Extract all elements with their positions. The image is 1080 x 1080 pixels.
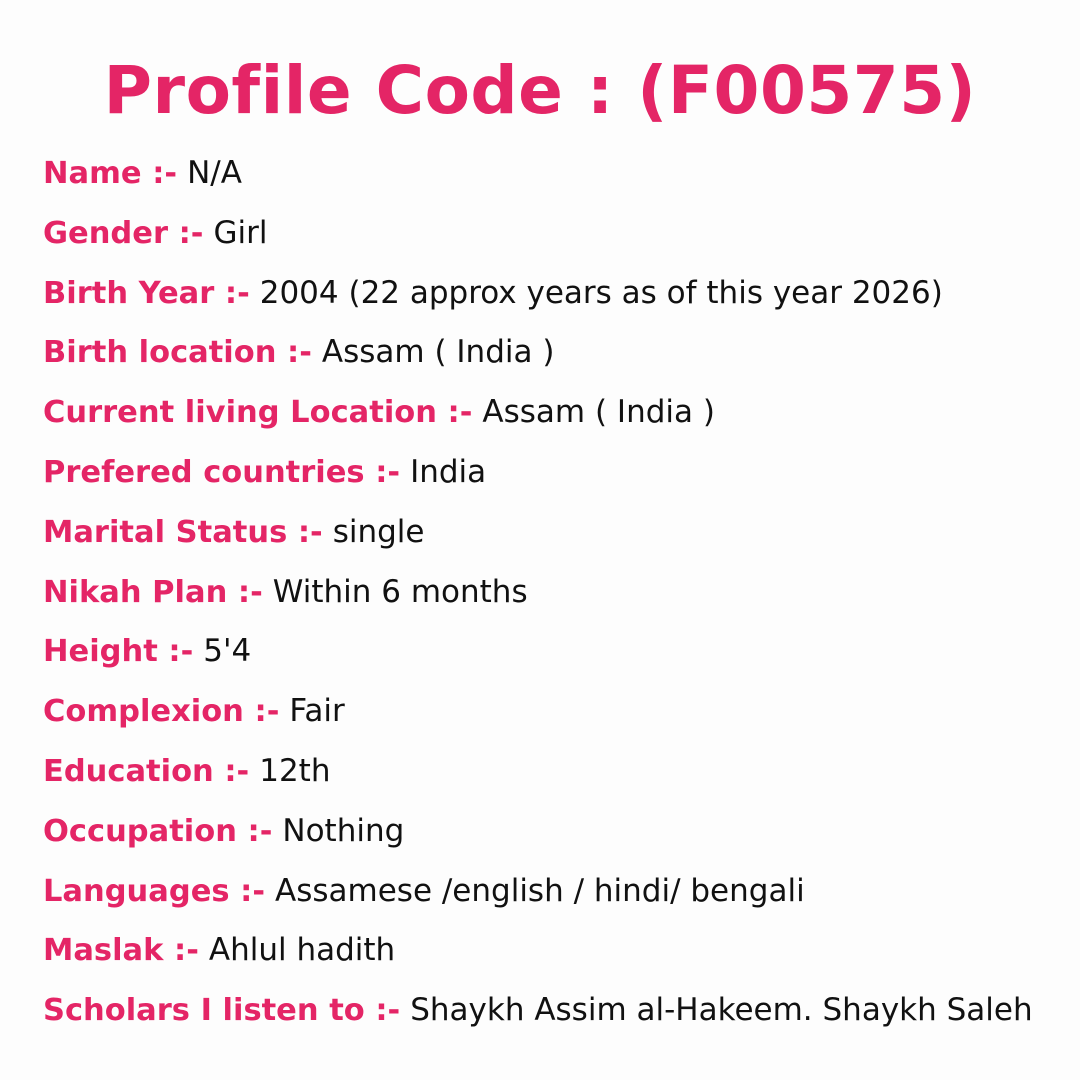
field-label: Current living Location :- — [43, 395, 473, 431]
field-value: 2004 (22 approx years as of this year 2026) — [259, 274, 943, 311]
field-value: Within 6 months — [272, 573, 528, 610]
field-value: 12th — [259, 752, 331, 789]
field-complexion — [43, 688, 1073, 748]
field-value: 5'4 — [203, 633, 252, 670]
field-label: Prefered countries :- — [43, 454, 401, 490]
field-label: Height :- — [43, 634, 194, 670]
field-languages — [43, 868, 1073, 928]
field-scholars — [43, 987, 1073, 1047]
field-value: N/A — [187, 155, 242, 191]
field-height — [43, 628, 1073, 688]
field-label: Birth Year :- — [43, 275, 250, 311]
field-label: Maslak :- — [43, 933, 199, 969]
field-gender — [43, 210, 1073, 270]
field-current-location — [43, 389, 1073, 449]
field-label: Scholars I listen to :- — [43, 993, 401, 1029]
field-label: Languages :- — [43, 873, 266, 909]
field-value: Ahlul hadith — [208, 932, 396, 969]
field-value: Nothing — [282, 812, 405, 849]
field-label: Gender :- — [43, 215, 204, 251]
field-maslak — [43, 927, 1073, 987]
field-value: Girl — [213, 214, 268, 251]
field-education — [43, 748, 1073, 808]
field-birth-location — [43, 329, 1073, 389]
field-label: Marital Status :- — [43, 514, 323, 550]
field-preferred-countries — [43, 449, 1073, 509]
field-label: Education :- — [43, 753, 250, 789]
field-value: India — [410, 453, 487, 490]
field-label: Occupation :- — [43, 813, 273, 849]
profile-fields — [43, 150, 1073, 1047]
field-value: Shaykh Assim al-Hakeem. Shaykh Saleh — [410, 992, 1033, 1029]
field-label: Name :- — [43, 156, 178, 191]
field-name — [43, 150, 1073, 210]
field-marital-status — [43, 509, 1073, 569]
field-label: Nikah Plan :- — [43, 574, 263, 610]
page-title: Profile Code : (F00575) — [103, 52, 977, 129]
field-label: Complexion :- — [43, 694, 280, 730]
field-value: Assamese /english / hindi/ bengali — [275, 872, 805, 909]
field-value: Assam ( India ) — [482, 394, 715, 431]
field-label: Birth location :- — [43, 335, 312, 371]
field-value: Fair — [289, 693, 345, 730]
field-value: single — [332, 513, 425, 550]
field-value: Assam ( India ) — [321, 334, 555, 371]
field-nikah-plan — [43, 569, 1073, 629]
field-occupation — [43, 808, 1073, 868]
field-birth-year — [43, 270, 1073, 330]
